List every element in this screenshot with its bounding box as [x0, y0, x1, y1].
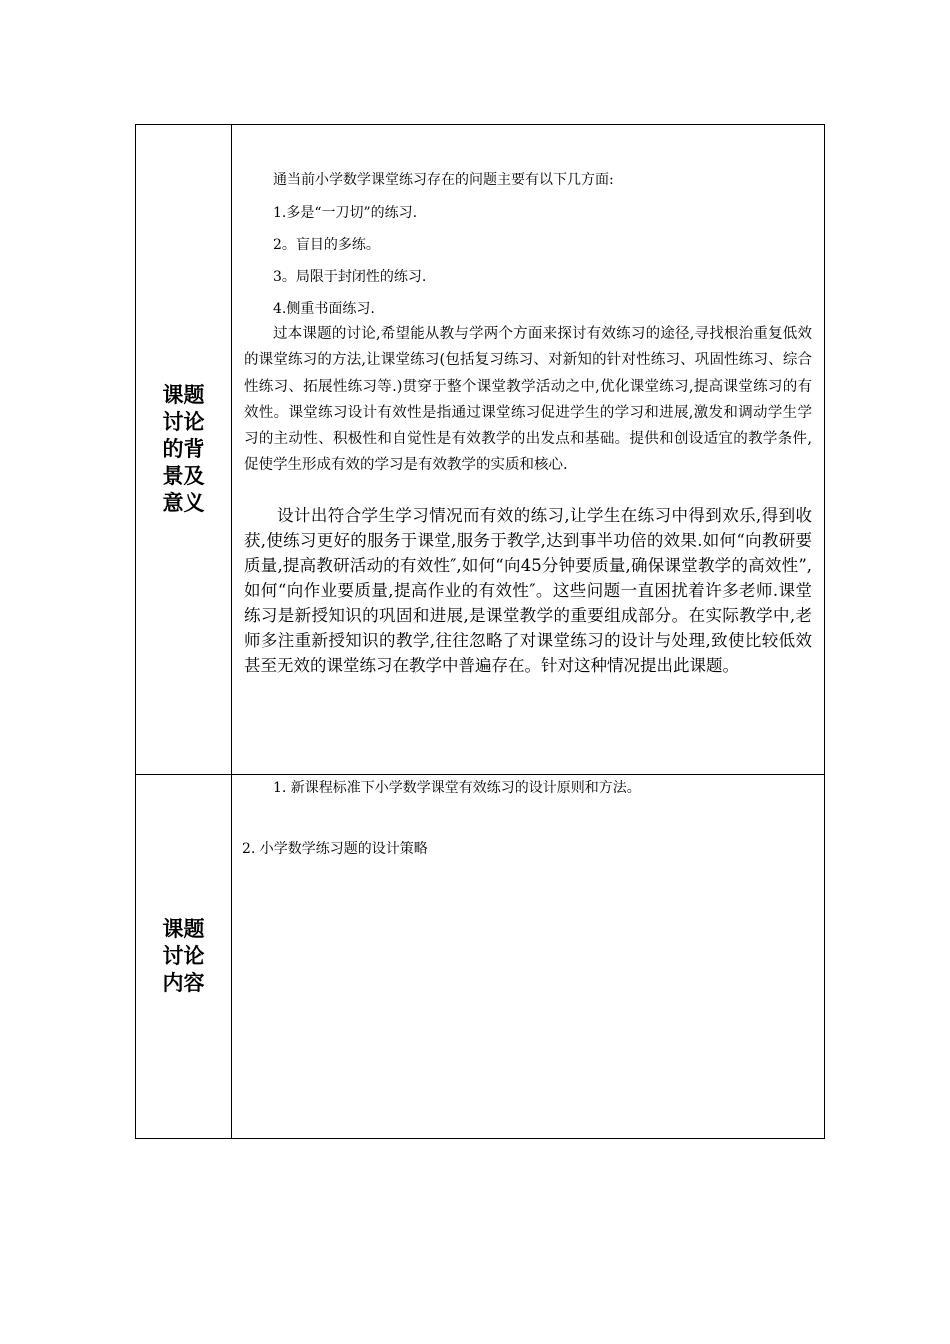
- background-body-cell: [232, 125, 824, 774]
- problems-intro: 通当前小学数学课堂练习存在的问题主要有以下几方面:: [273, 172, 614, 188]
- background-label-cell: [136, 125, 232, 774]
- problem-item-4: 4.侧重书面练习.: [273, 301, 375, 317]
- problem-item-2: 2。盲目的多练。: [273, 237, 380, 253]
- research-table: [135, 124, 825, 1139]
- research-content-row: [136, 775, 824, 1138]
- background-significance-row: [136, 125, 824, 775]
- problem-item-3: 3。局限于封闭性的练习.: [273, 269, 427, 285]
- background-label: 课题讨论的背景及意义: [162, 383, 205, 515]
- problem-item-1: 1.多是“一刀切”的练习.: [273, 205, 418, 221]
- content-body-cell: [232, 775, 824, 1138]
- research-significance-paragraph: 设计出符合学生学习情况而有效的练习,让学生在练习中得到欢乐,得到收获,使练习更好的服务于课堂,服务于教学,达到事半功倍的效果.如何“向教研要质量,提高教研活动的有效性″,如何“向45分钟要质量,确保课堂教学的高效性”,如何“向作业要质量,提高作业的有效性″。这些问题一直困扰着许多老师.课堂练习是新授知识的巩固和进展,是课堂教学的重要组成部分。在实际教学中,老师多注重新授知识的教学,往往忽略了对课堂练习的设计与处理,致使比较低效甚至无效的课堂练习在教学中普遍存在。针对这种情况提出此课题。: [244, 506, 812, 675]
- content-label-cell: [136, 775, 232, 1138]
- content-item-2: 2. 小学数学练习题的设计策略: [242, 841, 428, 857]
- research-purpose-paragraph: 过本课题的讨论,希望能从教与学两个方面来探讨有效练习的途径,寻找根治重复低效的课堂练习的方法,让课堂练习(包括复习练习、对新知的针对性练习、巩固性练习、综合性练习、拓展性练习等.)贯穿于整个课堂教学活动之中,优化课堂练习,提高课堂练习的有效性。课堂练习设计有效性是指通过课堂练习促进学生的学习和进展,激发和调动学生学习的主动性、积极性和自觉性是有效教学的出发点和基础。提供和创设适宜的教学条件,促使学生形成有效的学习是有效教学的实质和核心.: [244, 326, 812, 474]
- content-item-1: 1. 新课程标准下小学数学课堂有效练习的设计原则和方法。: [273, 780, 641, 796]
- content-label: 课题讨论内容: [162, 917, 205, 995]
